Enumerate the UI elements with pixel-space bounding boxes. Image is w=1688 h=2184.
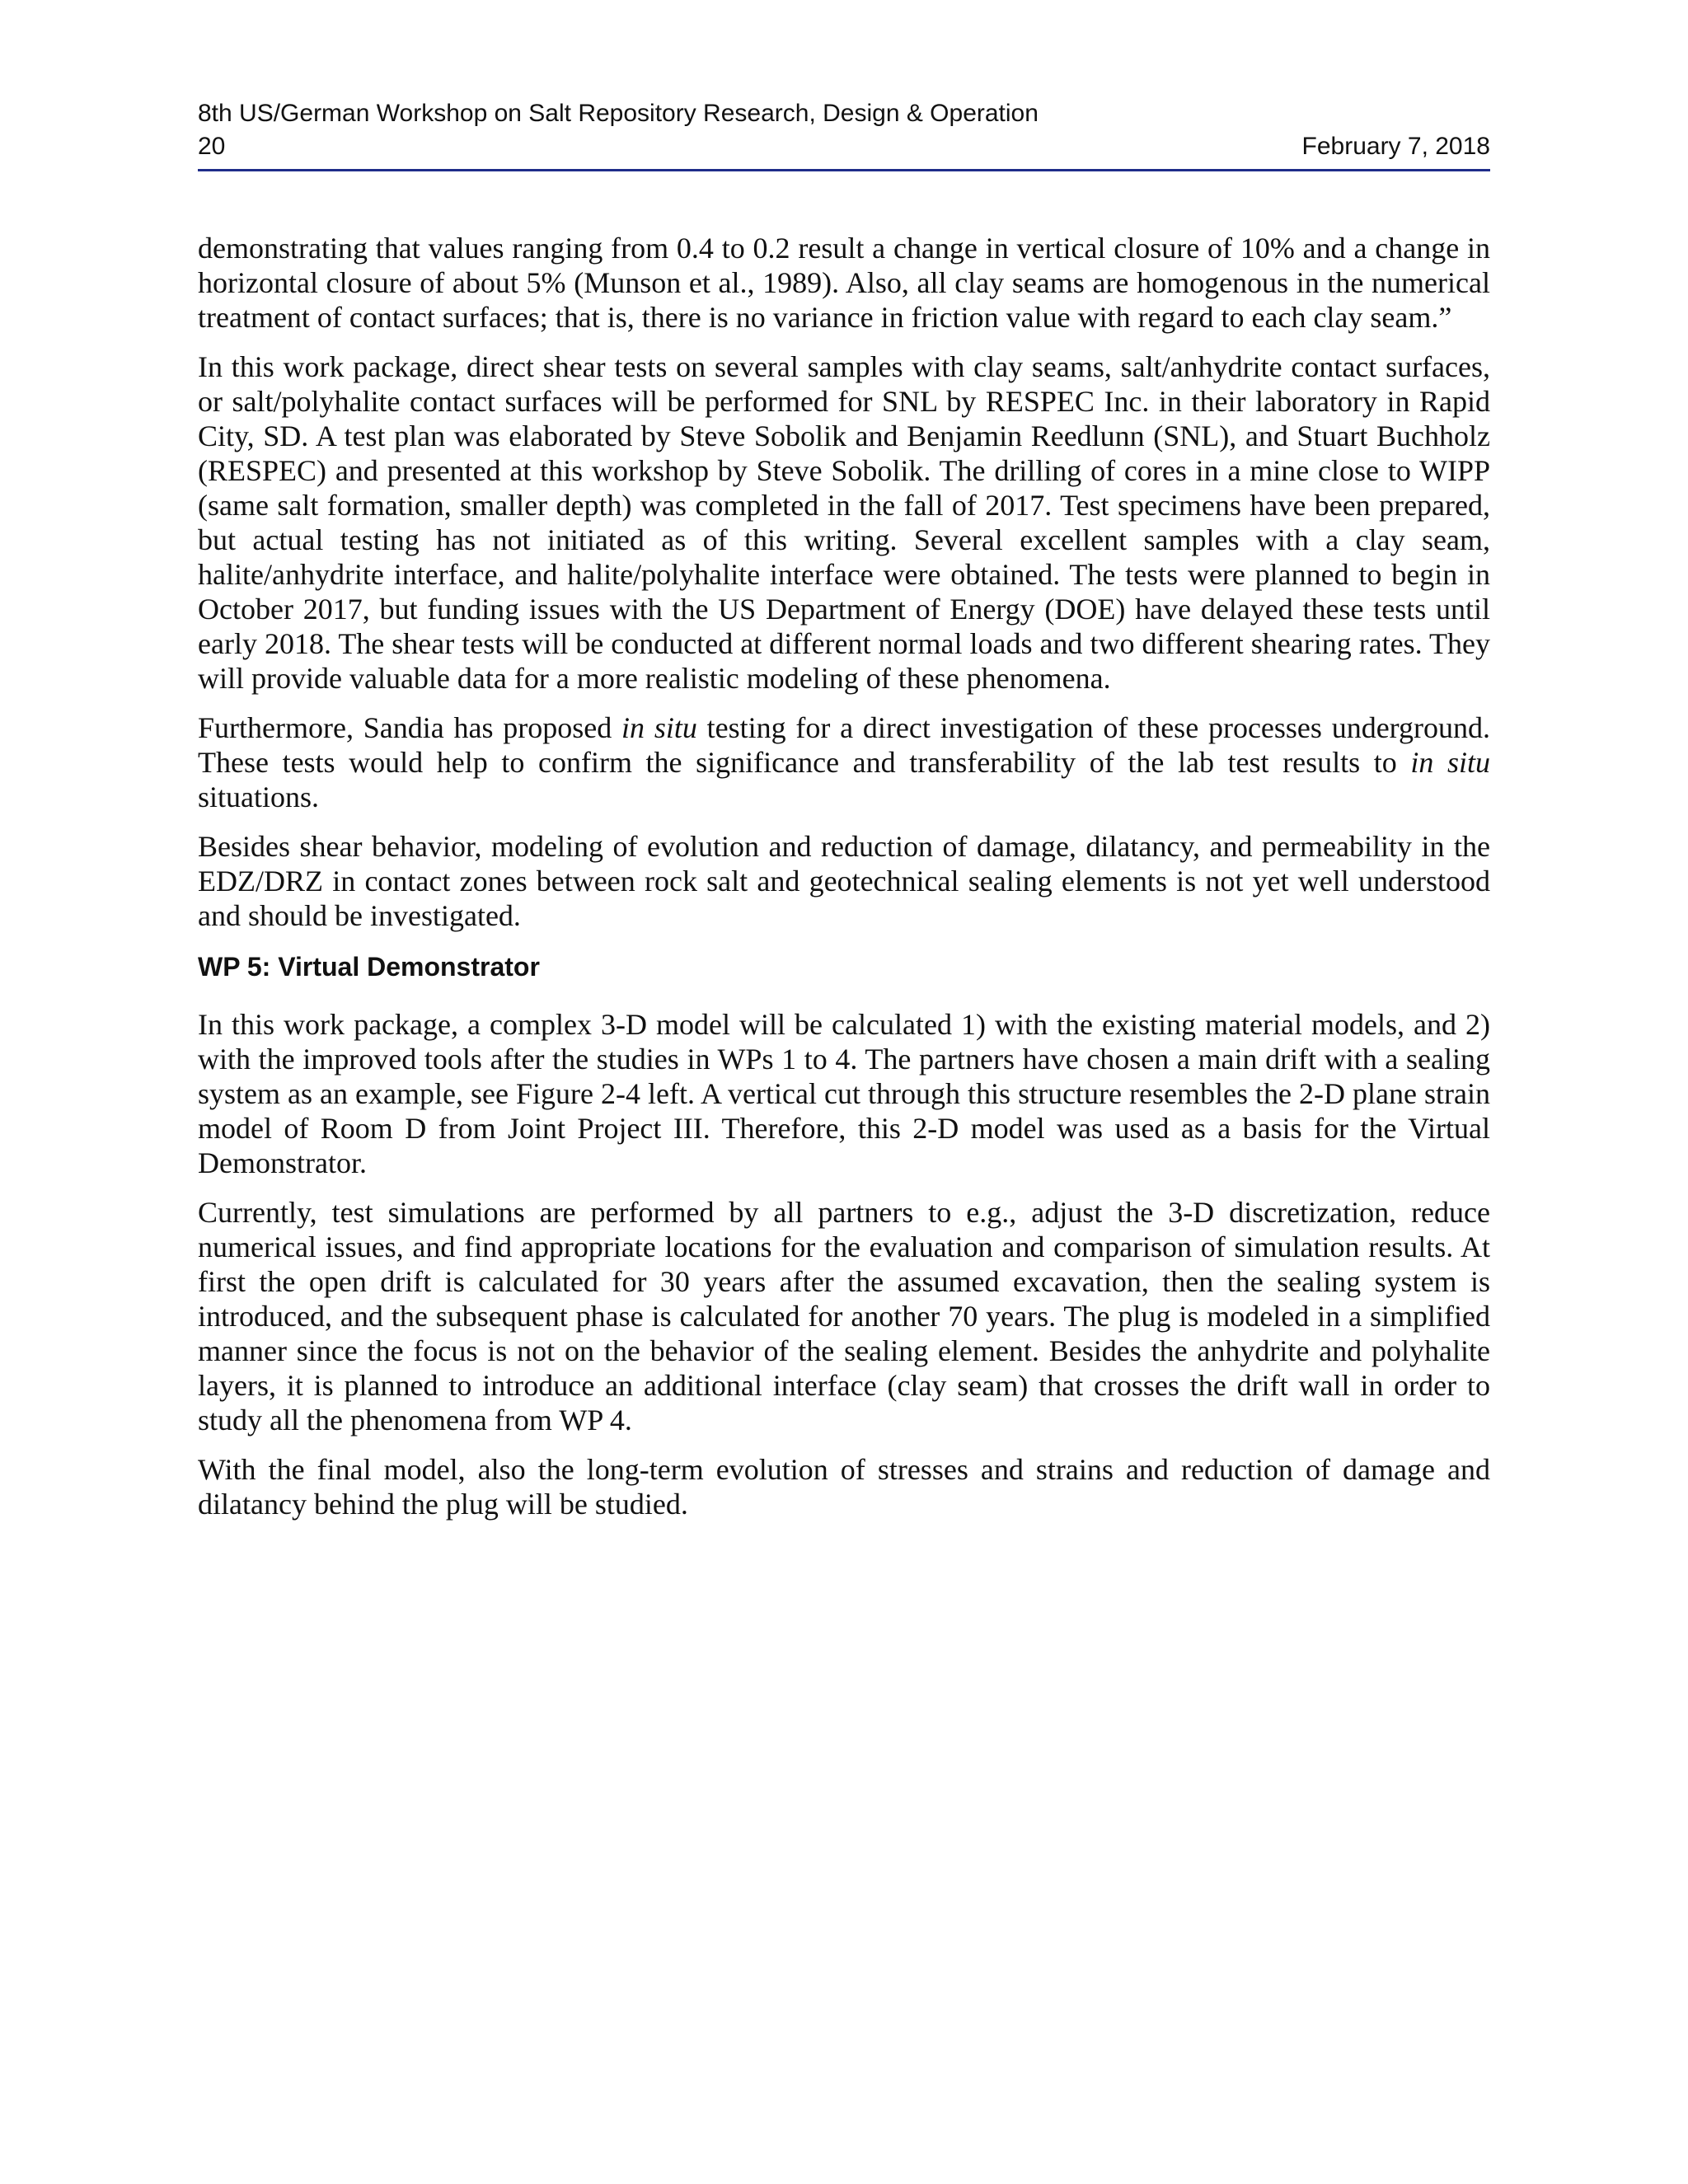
paragraph-3-emphasis-1: in situ <box>621 711 697 744</box>
paragraph-7: With the final model, also the long-term evolution of stresses and strains and reduction of damage and dilatancy behind the plug will be studied. <box>198 1453 1490 1521</box>
header-date: February 7, 2018 <box>1301 133 1490 160</box>
paragraph-3-part-a: Furthermore, Sandia has proposed <box>198 711 622 744</box>
paragraph-3-part-b: testing for a direct investigation of these processes underground. These tests would help to confirm the significance and transferability of the lab test results to <box>198 711 1490 779</box>
page-header <box>198 97 1490 163</box>
header-row <box>198 130 1490 163</box>
paragraph-6: Currently, test simulations are performed by all partners to e.g., adjust the 3-D discretization, reduce numerical issues, and find appropriate locations for the evaluation and comparison of simulation results. At first the open drift is calculated for 30 years after the assumed excavation, then the sealing system is introduced, and the subsequent phase is calculated for another 70 years. The plug is modeled in a simplified manner since the focus is not on the behavior of the sealing element. Besides the anhydrite and polyhalite layers, it is planned to introduce an additional interface (clay seam) that crosses the drift wall in order to study all the phenomena from WP 4. <box>198 1196 1490 1436</box>
paragraph-4: Besides shear behavior, modeling of evolution and reduction of damage, dilatancy, and permeability in the EDZ/DRZ in contact zones between rock salt and geotechnical sealing elements is not yet well understood and should be investigated. <box>198 830 1490 932</box>
paragraph-3-part-c: situations. <box>198 780 320 813</box>
paragraph-3 <box>198 710 1490 814</box>
paragraph-3-emphasis-2: in situ <box>1410 746 1490 779</box>
paragraph-5: In this work package, a complex 3-D model will be calculated 1) with the existing material models, and 2) with the improved tools after the studies in WPs 1 to 4. The partners have chosen a main drift with a sealing system as an example, see Figure 2-4 left. A vertical cut through this structure resembles the 2-D plane strain model of Room D from Joint Project III. Therefore, this 2-D model was used as a basis for the Virtual Demonstrator. <box>198 1008 1490 1179</box>
section-heading-wp5: WP 5: Virtual Demonstrator <box>198 952 540 982</box>
paragraph-2: In this work package, direct shear tests on several samples with clay seams, salt/anhydrite contact surfaces, or salt/polyhalite contact surfaces will be performed for SNL by RESPEC Inc. in their laboratory in Rapid City, SD. A test plan was elaborated by Steve Sobolik and Benjamin Reedlunn (SNL), and Stuart Buchholz (RESPEC) and presented at this workshop by Steve Sobolik. The drilling of cores in a mine close to WIPP (same salt formation, smaller depth) was completed in the fall of 2017. Test specimens have been prepared, but actual testing has not initiated as of this writing. Several excellent samples with a clay seam, halite/anhydrite interface, and halite/polyhalite interface were obtained. The tests were planned to begin in October 2017, but funding issues with the US Department of Energy (DOE) have delayed these tests until early 2018. The shear tests will be conducted at different normal loads and two different shearing rates. They will provide valuable data for a more realistic modeling of these phenomena. <box>198 350 1490 695</box>
header-title: 8th US/German Workshop on Salt Repository Research, Design & Operation <box>198 100 1039 127</box>
paragraph-1: demonstrating that values ranging from 0.4 to 0.2 result a change in vertical closure of 10% and a change in horizontal closure of about 5% (Munson et al., 1989). Also, all clay seams are homogenous in the numerical treatment of contact surfaces; that is, there is no variance in friction value with regard to each clay seam.” <box>198 232 1490 334</box>
document-body <box>198 231 1490 1536</box>
page-number: 20 <box>198 133 226 160</box>
header-divider <box>198 169 1490 171</box>
